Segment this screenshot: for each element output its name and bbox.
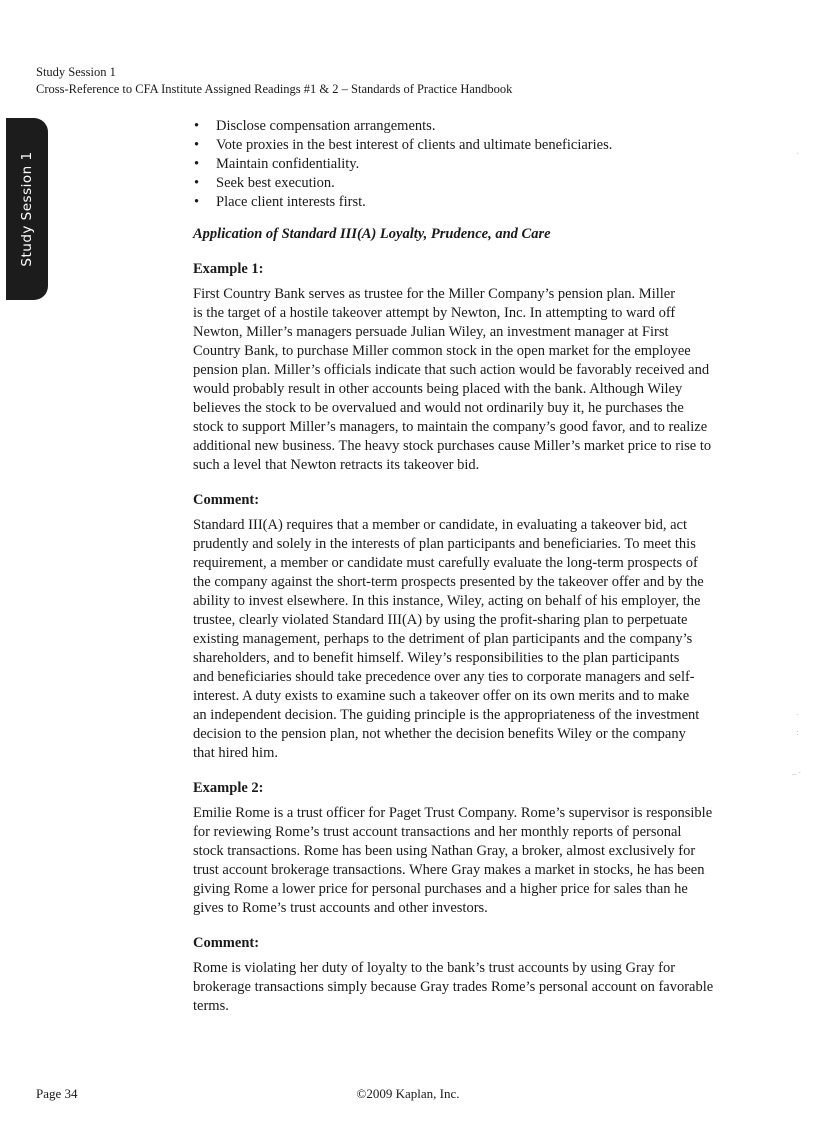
text-line: pension plan. Miller’s officials indicate that such action would be favorably received and bbox=[193, 362, 710, 378]
text-line: Newton, Miller’s managers persuade Julian Wiley, an investment manager at First bbox=[193, 324, 669, 340]
text-line: decision to the pension plan, not whether the decision benefits Wiley or the company bbox=[193, 726, 686, 742]
example-2-body bbox=[193, 804, 723, 918]
text-line: stock transactions. Rome has been using Nathan Gray, a broker, almost exclusively for bbox=[193, 843, 696, 859]
text-line: such a level that Newton retracts its takeover bid. bbox=[193, 457, 480, 473]
text-line: is the target of a hostile takeover attempt by Newton, Inc. In attempting to ward off bbox=[193, 305, 676, 321]
text-line: giving Rome a lower price for personal purchases and a higher price for sales than he bbox=[193, 881, 688, 897]
text-line: trustee, clearly violated Standard III(A) by using the profit-sharing plan to perpetuate bbox=[193, 612, 688, 628]
study-session-side-tab bbox=[6, 118, 48, 300]
text-line: shareholders, and to benefit himself. Wiley’s responsibilities to the plan participants bbox=[193, 650, 680, 666]
text-line: an independent decision. The guiding principle is the appropriateness of the investment bbox=[193, 707, 700, 723]
page-number: Page 34 bbox=[36, 1086, 78, 1101]
text-line: additional new business. The heavy stock purchases cause Miller’s market price to rise to bbox=[193, 438, 712, 454]
text-line: stock to support Miller’s managers, to maintain the company’s good favor, and to realize bbox=[193, 419, 708, 435]
text-line: prudently and solely in the interests of plan participants and beneficiaries. To meet this bbox=[193, 536, 696, 552]
text-line: requirement, a member or candidate must carefully evaluate the long-term prospects of bbox=[193, 555, 698, 571]
text-line: for reviewing Rome’s trust account transactions and her monthly reports of personal bbox=[193, 824, 682, 840]
list-item: • Vote proxies in the best interest of clients and ultimate beneficiaries. bbox=[194, 137, 613, 153]
margin-mark: _ . bbox=[792, 766, 802, 775]
text-line: the company against the short-term prospects presented by the takeover offer and by the bbox=[193, 574, 704, 590]
text-line: First Country Bank serves as trustee for the Miller Company’s pension plan. Miller bbox=[193, 286, 676, 302]
example-2-heading: Example 2: bbox=[193, 780, 264, 796]
comment-1-body bbox=[193, 516, 723, 763]
application-heading: Application of Standard III(A) Loyalty, Prudence, and Care bbox=[193, 226, 551, 242]
text-line: ability to invest elsewhere. In this instance, Wiley, acting on behalf of his employer, the bbox=[193, 593, 701, 609]
comment-1-heading: Comment: bbox=[193, 492, 260, 508]
text-line: terms. bbox=[193, 998, 229, 1014]
text-line: interest. A duty exists to examine such a takeover offer on its own merits and to make bbox=[193, 688, 690, 704]
copyright: ©2009 Kaplan, Inc. bbox=[356, 1086, 460, 1101]
running-header bbox=[36, 64, 512, 98]
main-content bbox=[193, 117, 723, 1016]
text-line: believes the stock to be overvalued and would not ordinarily buy it, he purchases the bbox=[193, 400, 684, 416]
header-session: Study Session 1 bbox=[36, 65, 116, 79]
text-line: Standard III(A) requires that a member or candidate, in evaluating a takeover bid, act bbox=[193, 517, 687, 533]
list-item: • Place client interests first. bbox=[194, 194, 366, 210]
margin-mark: . bbox=[796, 147, 799, 156]
list-item: • Seek best execution. bbox=[194, 175, 335, 191]
bullet-list bbox=[193, 117, 723, 212]
text-line: brokerage transactions simply because Gray trades Rome’s personal account on favorable bbox=[193, 979, 714, 995]
text-line: Country Bank, to purchase Miller common stock in the open market for the employee bbox=[193, 343, 691, 359]
text-line: would probably result in other accounts being placed with the bank. Although Wiley bbox=[193, 381, 683, 397]
text-line: Emilie Rome is a trust officer for Paget Trust Company. Rome’s supervisor is responsible bbox=[193, 805, 713, 821]
header-cross-reference: Cross-Reference to CFA Institute Assigned Readings #1 & 2 – Standards of Practice Handbook bbox=[36, 82, 513, 96]
text-line: trust account brokerage transactions. Where Gray makes a market in stocks, he has been bbox=[193, 862, 705, 878]
list-item: • Disclose compensation arrangements. bbox=[194, 118, 436, 134]
comment-2-heading: Comment: bbox=[193, 935, 260, 951]
margin-mark: : bbox=[796, 728, 799, 737]
comment-2-body bbox=[193, 959, 723, 1016]
text-line: and beneficiaries should take precedence over any ties to corporate managers and self- bbox=[193, 669, 695, 685]
side-tab-label: Study Session 1 bbox=[19, 151, 35, 267]
text-line: existing management, perhaps to the detriment of plan participants and the company’s bbox=[193, 631, 693, 647]
margin-mark: . bbox=[796, 708, 799, 717]
example-1-body bbox=[193, 285, 723, 475]
text-line: that hired him. bbox=[193, 745, 278, 761]
list-item: • Maintain confidentiality. bbox=[194, 156, 360, 172]
text-line: Rome is violating her duty of loyalty to the bank’s trust accounts by using Gray for bbox=[193, 960, 676, 976]
example-1-heading: Example 1: bbox=[193, 261, 264, 277]
text-line: gives to Rome’s trust accounts and other investors. bbox=[193, 900, 488, 916]
